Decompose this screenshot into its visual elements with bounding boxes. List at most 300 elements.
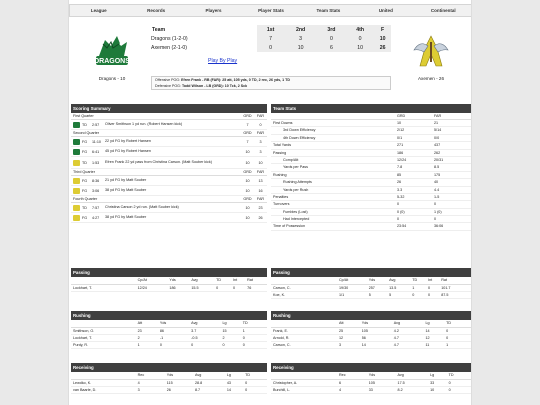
play-home-score: 10	[245, 160, 250, 165]
player-name[interactable]: Lockhart, T.	[71, 284, 138, 291]
play-description: 38 yd FG by Matt Souber	[105, 188, 147, 193]
team-stat-label: 3rd Down Efficiency	[283, 128, 316, 133]
player-name[interactable]: Lockhart, T.	[71, 334, 138, 341]
stat-value: 0	[191, 341, 222, 348]
play-time: 3:06	[92, 188, 100, 193]
stat-value: 1	[412, 284, 428, 291]
stat-value: 11	[425, 341, 446, 348]
stat-header: Avg	[389, 277, 412, 284]
stat-value: 186	[169, 284, 191, 291]
stat-header: Rat	[247, 277, 267, 284]
linescore-header: 2nd	[284, 25, 316, 34]
scoring-play	[71, 186, 267, 196]
stat-header: Att	[138, 320, 160, 327]
stat-value: 0	[412, 291, 428, 298]
scoring-play	[71, 176, 267, 186]
team-stat-away: 21	[434, 121, 439, 125]
team-stat-home: 10	[397, 121, 402, 125]
stat-value: 1	[138, 341, 160, 348]
team-stat-label: Total Yards	[273, 143, 292, 148]
scoring-play	[71, 203, 267, 213]
stat-header: Cp/At	[339, 277, 369, 284]
player-name[interactable]: van Baarle, D.	[71, 386, 138, 393]
stat-value: 0	[243, 334, 267, 341]
play-type: FG	[82, 178, 88, 183]
play-home-score: 7	[246, 139, 249, 144]
stat-value: 0	[449, 386, 471, 393]
linescore-team: Dragons (1-2-0)	[151, 35, 188, 42]
team-stat-row	[271, 142, 471, 149]
passing-home-header: Passing	[71, 268, 267, 277]
linescore-cell: 6	[317, 43, 346, 52]
linescore-cell: 10	[284, 43, 316, 52]
stat-header: Yds	[169, 277, 191, 284]
linescore-header: 1st	[257, 25, 284, 34]
team-stat-label: Time of Possession	[273, 224, 306, 229]
stat-value: 6	[339, 379, 369, 386]
team-stat-away: 1-5	[434, 194, 440, 199]
play-away-score: 23	[258, 205, 263, 210]
stat-value: 4	[339, 386, 369, 393]
stat-value: -1	[160, 334, 191, 341]
player-name[interactable]: Lewdko, K.	[71, 379, 138, 386]
stat-value: 0	[216, 284, 233, 291]
team-stat-row	[271, 157, 471, 164]
play-type: FG	[82, 188, 88, 193]
team-stats-header: Team Stats	[271, 104, 471, 113]
axemen-logo-icon	[73, 188, 80, 194]
team-stat-away: 1 (0)	[434, 209, 442, 214]
play-away-score: 16	[258, 188, 263, 193]
linescore-header: F	[374, 25, 391, 34]
stat-value: 105	[362, 327, 394, 334]
play-type: TD	[82, 160, 87, 165]
stat-row	[71, 334, 267, 341]
team-stat-label: Turnovers	[273, 202, 290, 207]
axemen-logo-icon	[73, 178, 80, 184]
stat-header: Avg	[191, 277, 216, 284]
team-stat-home: 0 (0)	[397, 209, 405, 214]
stat-value: 5	[389, 291, 412, 298]
nav-item-league[interactable]: League	[90, 8, 107, 13]
team-stat-row	[271, 216, 471, 223]
rushing-home	[71, 311, 267, 349]
quarter-header	[71, 130, 267, 137]
stat-value: -0.5	[191, 334, 222, 341]
rushing-away	[271, 311, 471, 349]
scoring-play	[71, 213, 267, 223]
stat-value: 8.2	[398, 386, 431, 393]
stat-row	[271, 379, 471, 386]
axemen-logo-icon	[73, 160, 80, 166]
team-stat-row	[271, 164, 471, 171]
play-home-score: 10	[245, 215, 250, 220]
stat-value: 0	[245, 379, 267, 386]
stat-header: Avg	[394, 320, 426, 327]
stat-value: 17.5	[398, 379, 431, 386]
nav-item-team-stats[interactable]: Team Stats	[316, 8, 341, 13]
score-col-home: GRD	[243, 170, 252, 174]
player-name[interactable]: Smithson, O.	[71, 327, 138, 334]
linescore-cell: 7	[257, 34, 284, 43]
stat-value: 76	[247, 284, 267, 291]
score-col-home: GRD	[243, 131, 252, 135]
stat-value: 13.5	[389, 284, 412, 291]
team-stat-label: Yards per Rush	[283, 187, 309, 192]
passing-home	[71, 268, 267, 292]
team-stat-label: Penalties	[273, 194, 289, 199]
stat-header: Yds	[160, 320, 191, 327]
team-stat-away: 262	[434, 150, 441, 155]
stat-row	[271, 386, 471, 393]
play-time: 7:57	[92, 205, 100, 210]
stat-value: 1/1	[339, 291, 369, 298]
player-name[interactable]: Purdy, R.	[71, 341, 138, 348]
stat-header: Int	[428, 277, 441, 284]
play-by-play-link[interactable]: Play By Play	[208, 58, 238, 64]
team-stat-away: 0	[434, 217, 437, 222]
stat-value: 4	[138, 379, 167, 386]
stat-value: 28.8	[195, 379, 227, 386]
nav-item-records[interactable]: Records	[147, 8, 166, 13]
stat-row	[271, 284, 471, 291]
stat-header: Yds	[362, 320, 394, 327]
stat-header: TD	[245, 372, 267, 379]
play-away-score: 3	[259, 149, 262, 154]
away-team-name: Axemen - 26	[417, 76, 445, 81]
play-type: TD	[82, 122, 87, 127]
nav-item-players[interactable]: Players	[205, 8, 222, 13]
stat-value: 0	[233, 284, 247, 291]
score-col-away: FAR	[256, 114, 265, 118]
stat-value: 0	[428, 284, 441, 291]
play-description: 21 yd FG by Matt Souber	[105, 178, 147, 183]
team-stat-row	[271, 172, 471, 179]
rushing-away-header: Rushing	[271, 311, 471, 320]
stat-header: Yds	[369, 372, 398, 379]
play-type: FG	[82, 139, 88, 144]
score-col-away: FAR	[256, 197, 265, 201]
play-description: Oliver Smithson 1 yd run. (Robert Hansen kick)	[105, 122, 183, 127]
stat-value: 1	[243, 327, 267, 334]
team-stat-label: Had Intercepted	[283, 217, 310, 222]
stat-value: 0	[222, 341, 242, 348]
team-stat-away: 36:06	[434, 224, 444, 229]
team-stat-away: 175	[434, 172, 441, 177]
stat-value: 12	[339, 334, 362, 341]
stat-value: 105	[369, 379, 398, 386]
team-stat-home: 0/1	[397, 135, 403, 140]
team-stat-home: 5-32	[397, 194, 405, 199]
stat-value: 14	[425, 327, 446, 334]
nav-item-continental[interactable]: Continental	[430, 8, 456, 13]
stat-value: 43	[227, 379, 245, 386]
team-stat-label: Yards per Pass	[283, 165, 308, 170]
stat-value: 5	[369, 291, 389, 298]
stat-value: 0	[245, 386, 267, 393]
stat-header: Lg	[222, 320, 242, 327]
team-stat-home: 23:54	[397, 224, 407, 229]
stat-header: TD	[216, 277, 233, 284]
stat-value: 1	[446, 341, 471, 348]
team-stat-away: 40	[434, 180, 439, 185]
stat-value: 87.5	[441, 291, 471, 298]
stat-row	[271, 291, 471, 298]
team-stat-away: 4.4	[434, 187, 440, 192]
stat-header	[71, 372, 138, 379]
stat-row	[71, 341, 267, 348]
stat-header: Yds	[167, 372, 195, 379]
play-description: 45 yd FG by Robert Hansen	[105, 149, 151, 154]
stat-value: 101.7	[441, 284, 471, 291]
stat-header: Int	[233, 277, 247, 284]
stat-value: 4.2	[394, 327, 426, 334]
play-description: 38 yd FG by Matt Souber	[105, 215, 147, 220]
team-stat-label: Rushing Attempts	[283, 180, 312, 185]
stat-header: Cp/At	[138, 277, 170, 284]
team-stat-row	[271, 201, 471, 208]
stat-value: 0	[160, 341, 191, 348]
linescore-header: 4th	[346, 25, 374, 34]
team-stat-away: 0/0	[434, 135, 440, 140]
stat-value: 12/24	[138, 284, 170, 291]
scoring-play	[71, 120, 267, 130]
stat-header: Avg	[191, 320, 222, 327]
stat-row	[271, 327, 471, 334]
stat-value: 0	[449, 379, 471, 386]
nav-item-united[interactable]: United	[378, 8, 393, 13]
team-stat-home: 2/12	[397, 128, 405, 133]
stat-header: Att	[339, 320, 362, 327]
dragons-logo	[91, 32, 133, 72]
team-stat-row	[271, 127, 471, 134]
stat-header	[71, 320, 138, 327]
quarter-name: Third Quarter	[73, 170, 95, 174]
axemen-logo-icon	[73, 215, 80, 221]
axemen-logo-icon	[73, 205, 80, 211]
play-away-score: 26	[258, 215, 263, 220]
team-stat-home: 3.3	[397, 187, 403, 192]
stat-header: Lg	[425, 320, 446, 327]
team-stat-home: 12/24	[397, 157, 407, 162]
score-col-away: FAR	[256, 131, 265, 135]
team-stat-row	[271, 223, 471, 230]
stat-row	[71, 327, 267, 334]
team-stat-home: 0	[397, 202, 400, 207]
dragons-logo-icon	[73, 122, 80, 128]
scoring-summary-header: Scoring Summary	[71, 104, 267, 113]
play-time: 8:36	[92, 178, 100, 183]
defensive-pog	[155, 84, 387, 90]
linescore-cell: 3	[284, 34, 316, 43]
stat-header	[271, 277, 339, 284]
team-stat-row	[271, 179, 471, 186]
scoring-play	[71, 137, 267, 147]
player-name[interactable]: Burchill, L.	[271, 386, 339, 393]
stat-header	[271, 372, 339, 379]
play-home-score: 10	[245, 178, 250, 183]
player-name[interactable]: Koe, K.	[271, 291, 339, 298]
stat-value: 3	[339, 341, 362, 348]
team-stat-away: 8.5	[434, 165, 440, 170]
team-stat-away: 0	[434, 202, 437, 207]
passing-away-header: Passing	[271, 268, 471, 277]
play-type: FG	[82, 215, 88, 220]
player-name[interactable]: Frank, E.	[271, 327, 339, 334]
stat-value: 4.7	[394, 334, 426, 341]
stat-row	[271, 334, 471, 341]
team-stat-row	[271, 135, 471, 142]
svg-text:DRAGONS: DRAGONS	[94, 58, 130, 65]
team-stat-away: 5/14	[434, 128, 442, 133]
team-stat-row	[271, 120, 471, 127]
stat-header: TD	[412, 277, 428, 284]
team-stat-label: Fumbles (Lost)	[283, 209, 308, 214]
linescore-cell: 10	[374, 34, 391, 43]
stat-header: Rat	[441, 277, 471, 284]
team-stat-away: 437	[434, 143, 441, 148]
stat-header: Avg	[398, 372, 431, 379]
scoring-play	[71, 157, 267, 169]
stat-value: 19/30	[339, 284, 369, 291]
play-away-score: 13	[258, 178, 263, 183]
play-time: 4:27	[92, 215, 100, 220]
team-stat-label: Comp/Att	[283, 157, 299, 162]
quarter-header	[71, 196, 267, 203]
stat-header: Yds	[369, 277, 389, 284]
score-col-home: GRD	[243, 197, 252, 201]
receiving-away-header: Receiving	[271, 363, 471, 372]
linescore-team: Axemen (2-1-0)	[151, 44, 188, 51]
stat-value: 33	[369, 386, 398, 393]
play-description: 22 yd FG by Robert Hansen	[105, 139, 151, 144]
nav-item-player-stats[interactable]: Player Stats	[258, 8, 284, 13]
stat-value: 3	[138, 386, 167, 393]
play-home-score: 10	[245, 149, 250, 154]
team-stat-label: 4th Down Efficiency	[283, 135, 316, 140]
linescore-cell: 0	[346, 34, 374, 43]
stat-value: 8.7	[195, 386, 227, 393]
score-col-away: FAR	[256, 170, 265, 174]
receiving-home	[71, 363, 267, 394]
quarter-name: Second Quarter	[73, 131, 100, 135]
team-stats	[271, 104, 471, 231]
players-of-game	[151, 76, 391, 90]
linescore-cell: 26	[374, 43, 391, 52]
stat-row	[71, 386, 267, 393]
game-page	[68, 0, 472, 405]
team-stats-col-home: GRD	[397, 114, 406, 118]
stat-value: 3.7	[191, 327, 222, 334]
team-stat-home: 0	[397, 217, 400, 222]
offensive-pog-text: Efren Frank - RB (FAR): 25 att, 105 yds, 0 TD, 2 rec, 26 yds, 1 TD	[181, 78, 290, 82]
player-name[interactable]: Arnold, R.	[271, 334, 339, 341]
team-stat-away: 20/31	[434, 157, 444, 162]
stat-header	[271, 320, 339, 327]
dragons-logo-icon	[73, 139, 80, 145]
scoring-summary	[71, 104, 267, 223]
stat-value: 15	[222, 327, 242, 334]
team-stat-home: 26	[397, 180, 402, 185]
rushing-home-header: Rushing	[71, 311, 267, 320]
stat-value: 0	[446, 327, 471, 334]
receiving-away	[271, 363, 471, 394]
dragons-logo-icon	[73, 149, 80, 155]
stat-value: 10	[430, 386, 449, 393]
stat-header: Lg	[227, 372, 245, 379]
linescore-cell: 0	[317, 34, 346, 43]
stat-header	[71, 277, 138, 284]
team-stat-row	[271, 187, 471, 194]
stat-value: 2	[222, 334, 242, 341]
team-stat-row	[271, 209, 471, 216]
team-stats-columns	[271, 113, 471, 120]
play-type: TD	[82, 205, 87, 210]
offensive-pog-label: Offensive POG:	[155, 78, 181, 82]
stat-value: 0	[428, 291, 441, 298]
linescore-cell: 10	[346, 43, 374, 52]
stat-value: 14	[227, 386, 245, 393]
team-stat-label: Rushing	[273, 172, 287, 177]
receiving-home-header: Receiving	[71, 363, 267, 372]
linescore-cell: 0	[257, 43, 284, 52]
play-home-score: 7	[246, 122, 249, 127]
play-away-score: 10	[258, 160, 263, 165]
stat-header: TD	[446, 320, 471, 327]
stat-value: 12	[425, 334, 446, 341]
defensive-pog-label: Defensive POG:	[155, 83, 181, 88]
scoring-play	[71, 147, 267, 157]
stat-row	[71, 284, 267, 291]
stat-value: 25	[339, 327, 362, 334]
play-time: 11:10	[92, 139, 101, 144]
play-home-score: 10	[245, 188, 250, 193]
play-away-score: 0	[259, 122, 262, 127]
stat-header: TD	[243, 320, 267, 327]
linescore	[151, 25, 391, 52]
play-description: Christina Carson 2 yd run. (Matt Souber kick)	[105, 205, 179, 210]
stat-value: 2	[138, 334, 160, 341]
stat-header: TD	[449, 372, 471, 379]
player-name[interactable]: Carson, C.	[271, 284, 339, 291]
home-team-name: Dragons - 10	[98, 76, 126, 81]
play-home-score: 10	[245, 205, 250, 210]
team-stat-home: 186	[397, 150, 404, 155]
quarter-name: First Quarter	[73, 114, 94, 118]
team-stat-row	[271, 194, 471, 201]
play-description: Efren Frank 22 yd pass from Christina Carson. (Matt Souber kick)	[105, 160, 212, 165]
play-time: 2:57	[92, 122, 100, 127]
stat-value: 0	[446, 334, 471, 341]
stat-header: Avg	[195, 372, 227, 379]
stat-value: 14	[362, 341, 394, 348]
quarter-header	[71, 113, 267, 120]
stat-value: 115	[167, 379, 195, 386]
team-stat-label: First Downs	[273, 121, 293, 125]
stat-value: 56	[362, 334, 394, 341]
stat-row	[271, 341, 471, 348]
team-stats-col-away: FAR	[434, 114, 442, 118]
stat-header: Lg	[430, 372, 449, 379]
stat-value: 257	[369, 284, 389, 291]
linescore-header: 3rd	[317, 25, 346, 34]
stat-header: Rec	[339, 372, 369, 379]
player-name[interactable]: Christopher, A.	[271, 379, 339, 386]
stat-value: 23	[138, 327, 160, 334]
stat-value: 0	[243, 341, 267, 348]
passing-away	[271, 268, 471, 299]
player-name[interactable]: Carson, C.	[271, 341, 339, 348]
